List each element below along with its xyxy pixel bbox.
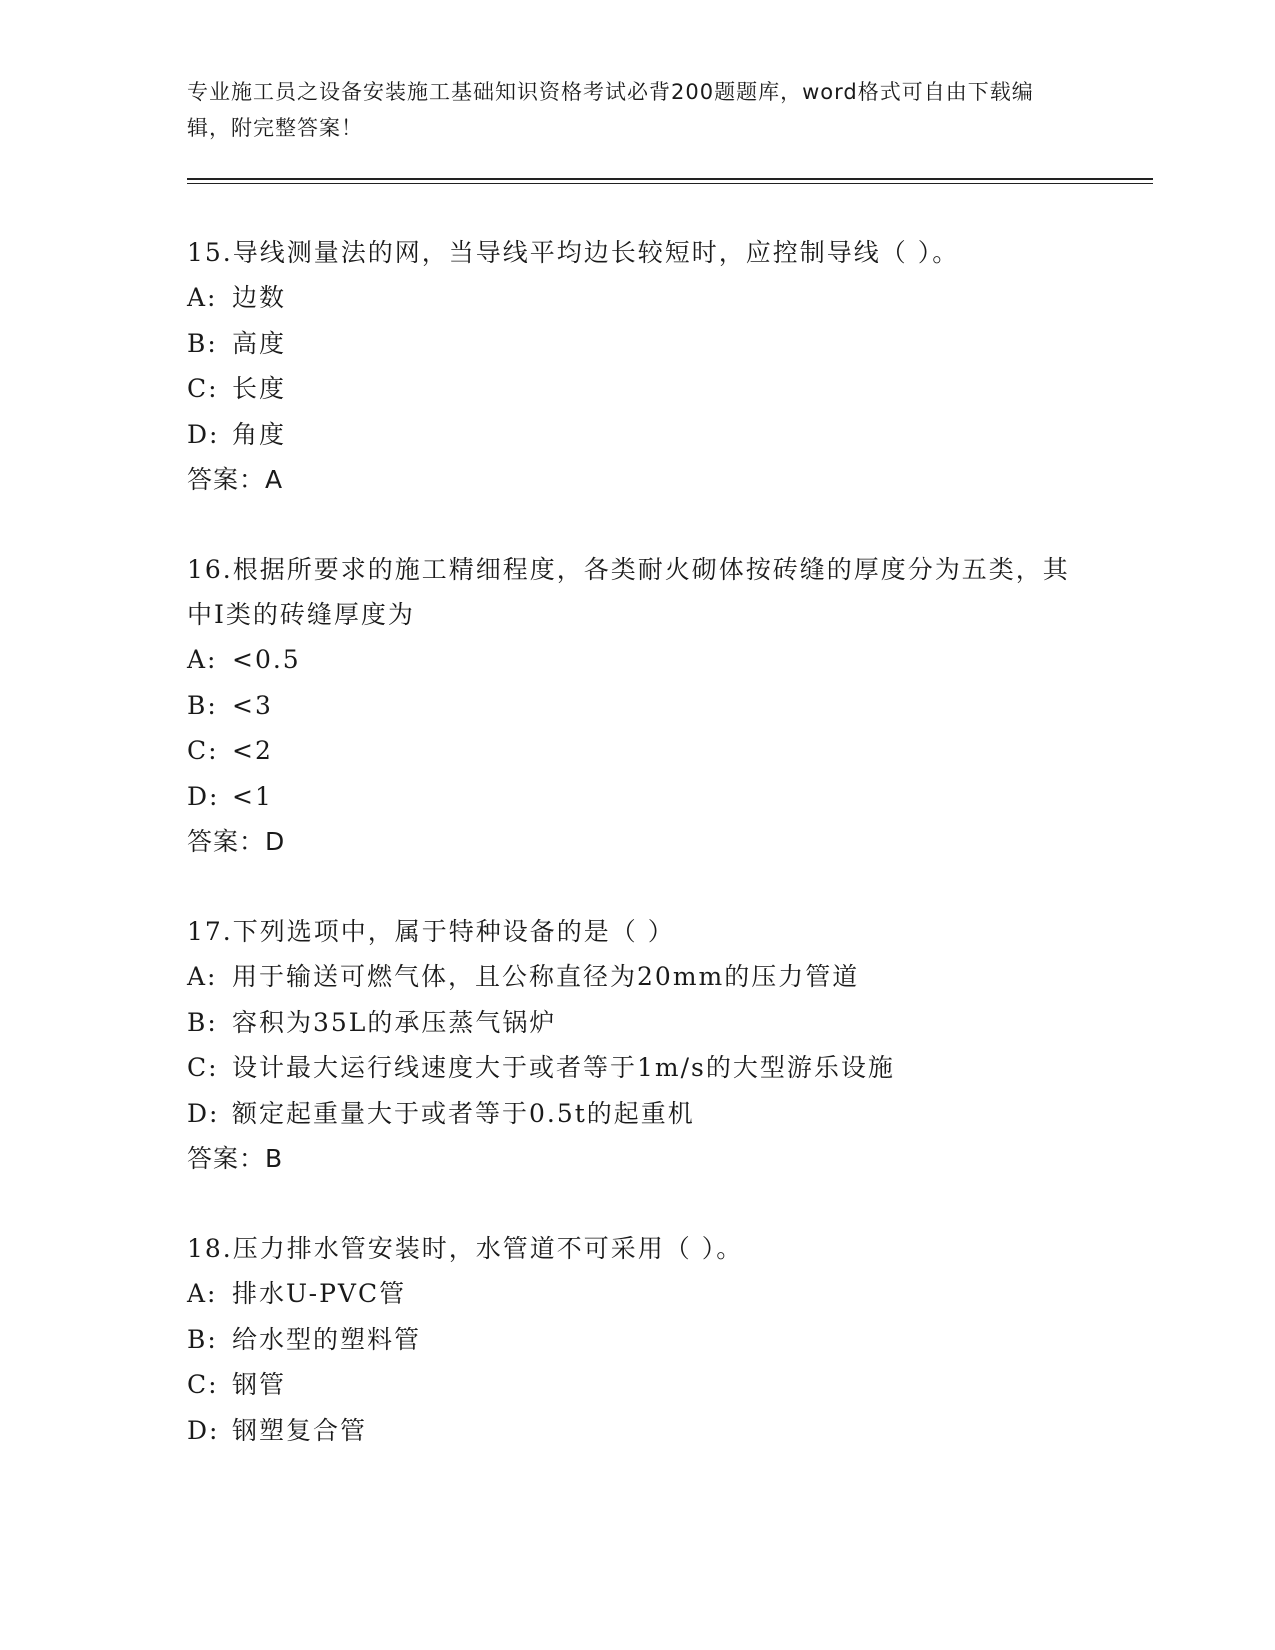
question-18 xyxy=(187,1226,1087,1453)
option-label: C: xyxy=(187,736,219,765)
option-label: D: xyxy=(187,1415,220,1445)
option-a xyxy=(187,275,1087,321)
question-stem: 17.下列选项中，属于特种设备的是（ ） xyxy=(187,917,675,946)
question-stem: 16.根据所要求的施工精细程度，各类耐火砌体按砖缝的厚度分为五类，其中Ⅰ类的砖缝厚度为 xyxy=(187,555,1070,629)
option-label: C: xyxy=(187,1370,219,1399)
option-text: 钢管 xyxy=(232,1370,287,1399)
option-b xyxy=(187,1317,1087,1363)
option-d xyxy=(187,412,1087,458)
option-a xyxy=(187,1271,1087,1317)
question-15 xyxy=(187,230,1087,502)
option-label: B: xyxy=(187,328,218,358)
option-label: A: xyxy=(187,645,218,674)
option-text: <1 xyxy=(232,781,273,811)
option-text: 高度 xyxy=(232,328,287,358)
option-label: A: xyxy=(187,1279,218,1308)
option-label: B: xyxy=(187,690,218,720)
option-text: 边数 xyxy=(232,283,287,312)
option-a xyxy=(187,637,1087,683)
option-text: 给水型的塑料管 xyxy=(232,1324,422,1354)
option-text: 额定起重量大于或者等于0.5t的起重机 xyxy=(232,1098,695,1128)
option-label: A: xyxy=(187,962,218,991)
option-text: 角度 xyxy=(232,419,287,449)
option-text: 容积为35L的承压蒸气锅炉 xyxy=(232,1007,557,1037)
option-b xyxy=(187,1000,1087,1046)
question-stem: 18.压力排水管安装时，水管道不可采用（ ）。 xyxy=(187,1234,744,1263)
option-text: 设计最大运行线速度大于或者等于1m/s的大型游乐设施 xyxy=(232,1053,895,1082)
answer-line: 答案：A xyxy=(187,465,284,494)
option-text: 排水U-PVC管 xyxy=(232,1279,407,1308)
option-label: C: xyxy=(187,1053,219,1082)
document-header: 专业施工员之设备安装施工基础知识资格考试必背200题题库，word格式可自由下载编辑，附完整答案！ xyxy=(187,80,1034,140)
option-label: D: xyxy=(187,419,220,449)
header-divider-thick xyxy=(187,178,1153,180)
option-b xyxy=(187,683,1087,729)
option-d xyxy=(187,1408,1087,1454)
option-label: C: xyxy=(187,374,219,403)
option-c xyxy=(187,1362,1087,1408)
option-d xyxy=(187,774,1087,820)
option-a xyxy=(187,954,1087,1000)
option-label: B: xyxy=(187,1324,218,1354)
option-text: <0.5 xyxy=(232,645,301,674)
option-b xyxy=(187,321,1087,367)
option-text: <3 xyxy=(232,690,273,720)
option-c xyxy=(187,366,1087,412)
option-label: A: xyxy=(187,283,218,312)
option-label: B: xyxy=(187,1007,218,1037)
option-text: 用于输送可燃气体，且公称直径为20mm的压力管道 xyxy=(232,962,860,991)
question-16 xyxy=(187,547,1087,864)
option-text: 长度 xyxy=(232,374,287,403)
question-stem: 15.导线测量法的网，当导线平均边长较短时，应控制导线（ ）。 xyxy=(187,238,960,267)
option-c xyxy=(187,728,1087,774)
option-label: D: xyxy=(187,781,220,811)
question-17 xyxy=(187,909,1087,1181)
option-label: D: xyxy=(187,1098,220,1128)
option-c xyxy=(187,1045,1087,1091)
option-text: <2 xyxy=(232,736,273,765)
answer-line: 答案：B xyxy=(187,1144,284,1173)
answer-line: 答案：D xyxy=(187,827,286,856)
question-list xyxy=(187,230,1087,1498)
option-text: 钢塑复合管 xyxy=(232,1415,368,1445)
option-d xyxy=(187,1091,1087,1137)
header-divider-thin xyxy=(187,183,1153,184)
